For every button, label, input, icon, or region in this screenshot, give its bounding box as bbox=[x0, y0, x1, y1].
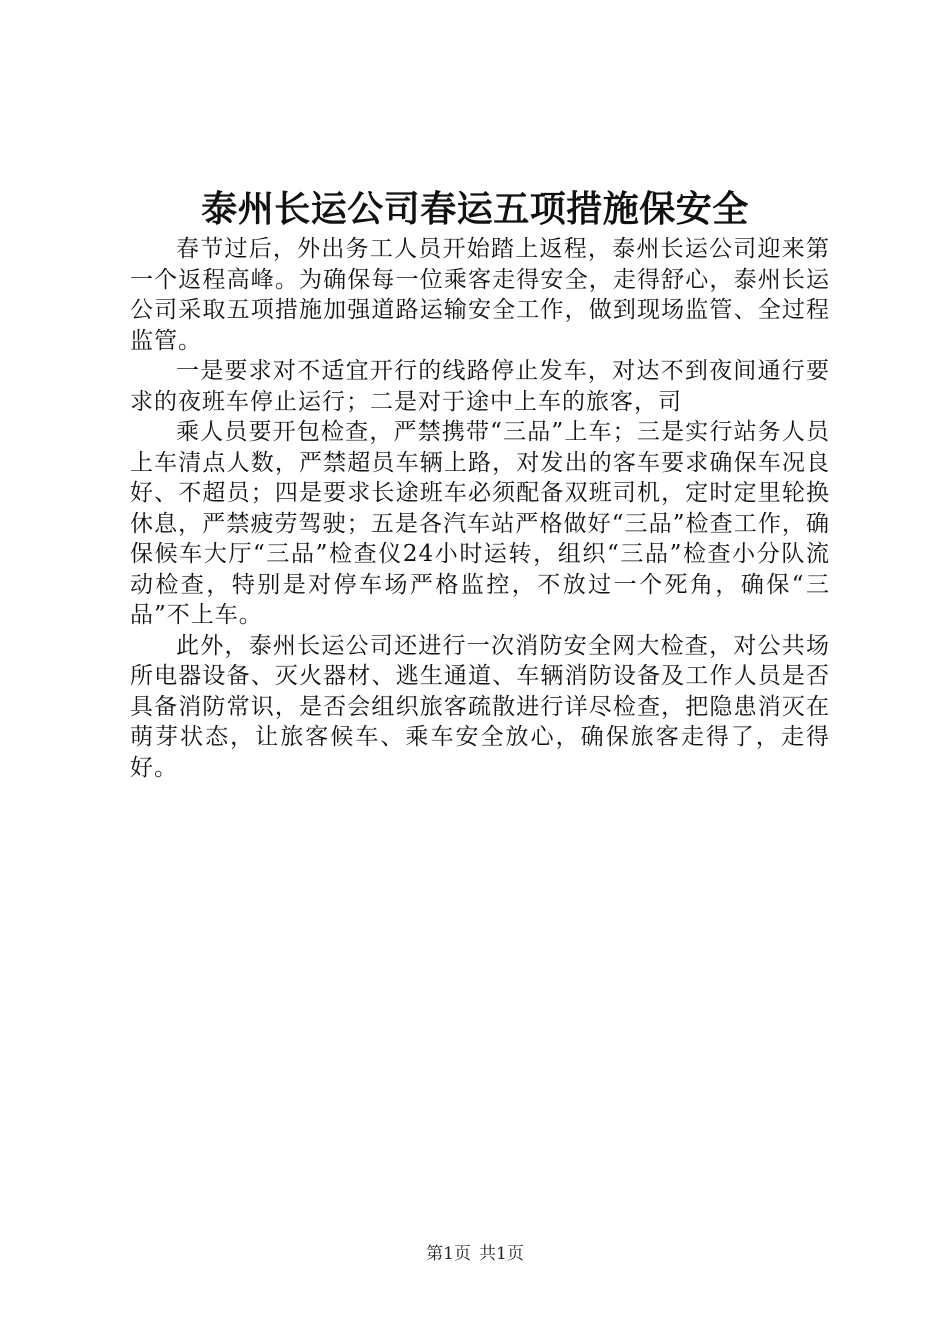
page-footer bbox=[0, 1243, 950, 1265]
page-number: 第1页 bbox=[426, 1244, 471, 1264]
paragraph-intro: 春节过后，外出务工人员开始踏上返程，泰州长运公司迎来第一个返程高峰。为确保每一位乘客走得安全，走得舒心，泰州长运公司采取五项措施加强道路运输安全工作，做到现场监管、全过程监管。 bbox=[130, 236, 830, 354]
paragraph-fire-safety: 此外，泰州长运公司还进行一次消防安全网大检查，对公共场所电器设备、灭火器材、逃生通道、车辆消防设备及工作人员是否具备消防常识，是否会组织旅客疏散进行详尽检查，把隐患消灭在萌芽状态，让旅客候车、乘车安全放心，确保旅客走得了，走得好。 bbox=[130, 632, 830, 781]
document-title: 泰州长运公司春运五项措施保安全 bbox=[201, 188, 749, 230]
paragraph-measures-1-2: 一是要求对不适宜开行的线路停止发车，对达不到夜间通行要求的夜班车停止运行；二是对于途中上车的旅客，司 bbox=[130, 358, 830, 415]
document-body bbox=[130, 234, 830, 783]
page-total: 共1页 bbox=[479, 1244, 524, 1264]
paragraph-measures-3-5: 乘人员要开包检查，严禁携带“三品”上车；三是实行站务人员上车清点人数，严禁超员车辆上路，对发出的客车要求确保车况良好、不超员；四是要求长途班车必须配备双班司机，定时定里轮换休息，严禁疲劳驾驶；五是各汽车站严格做好“三品”检查工作，确保候车大厅“三品”检查仪24小时运转，组织“三品”检查小分队流动检查，特别是对停车场严格监控，不放过一个死角，确保“三品”不上车。 bbox=[130, 419, 830, 628]
